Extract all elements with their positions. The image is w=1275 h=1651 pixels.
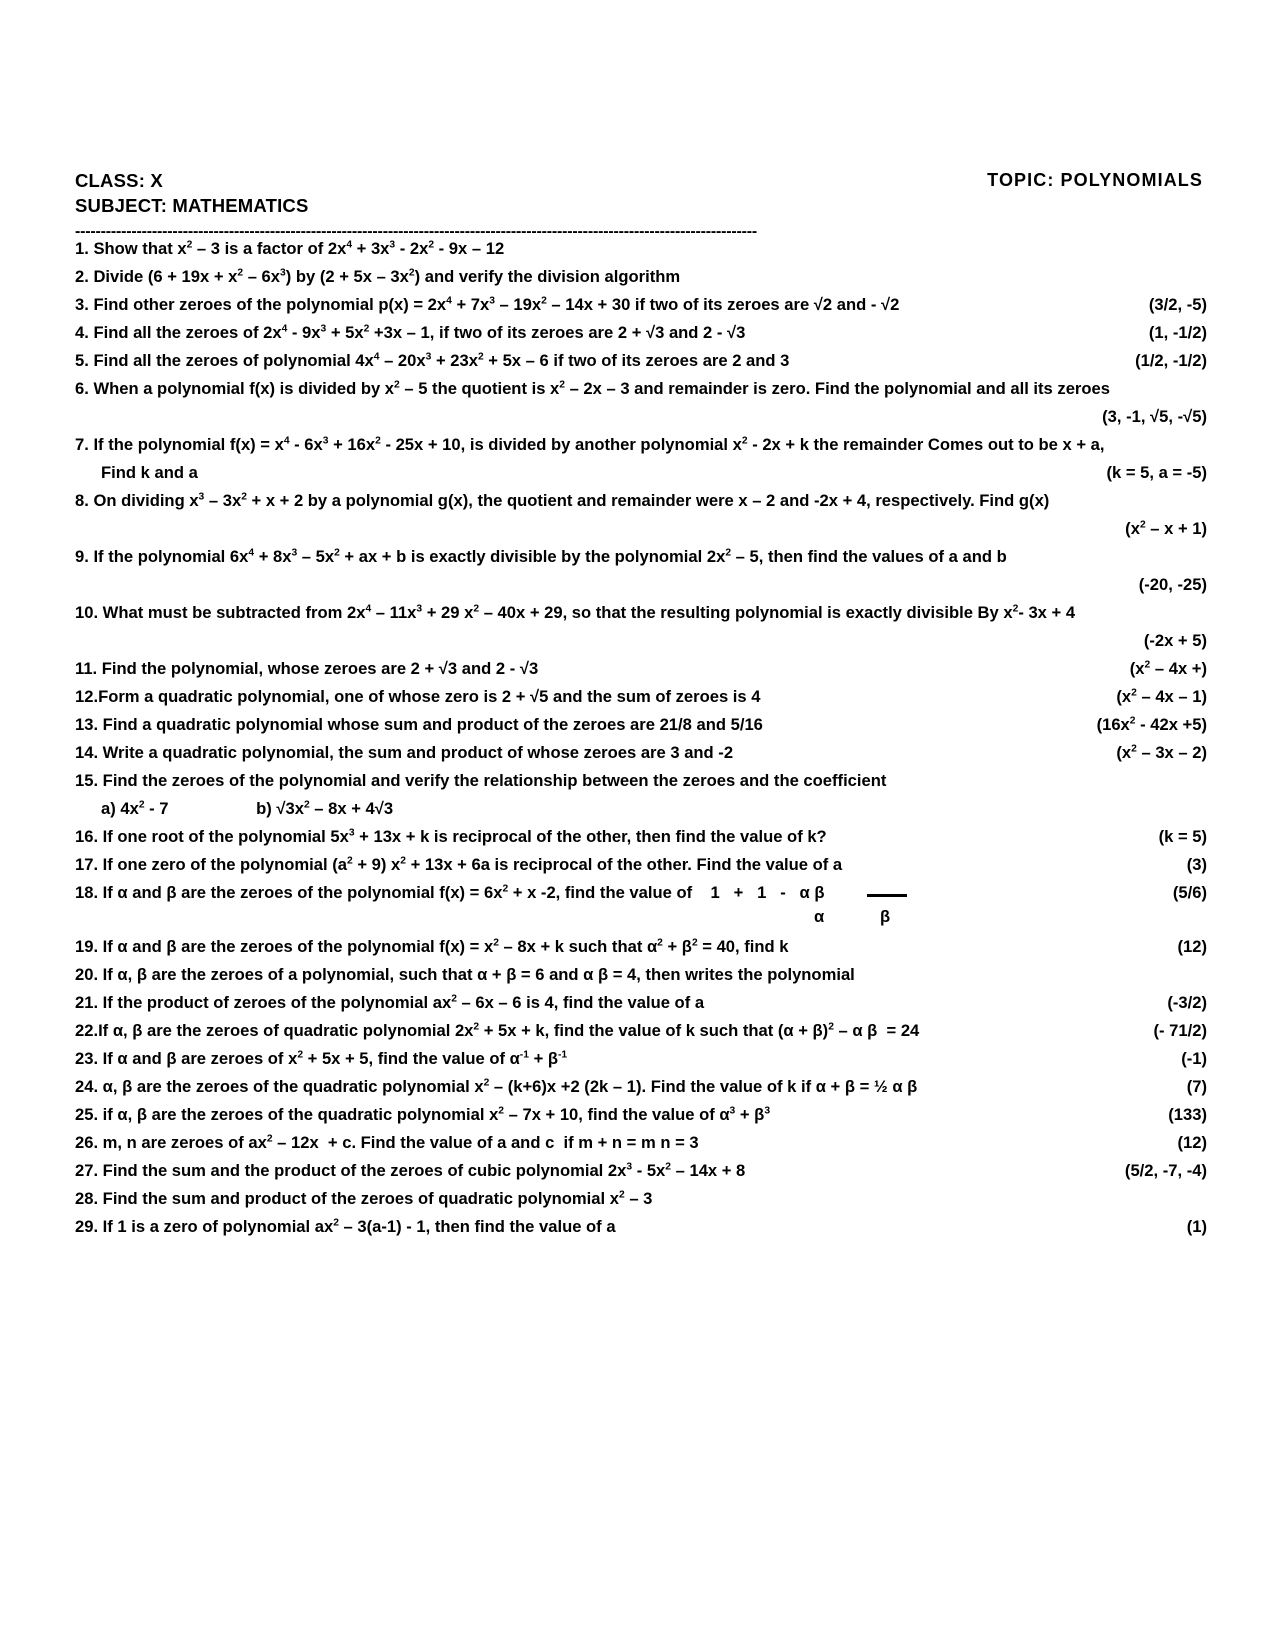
question-row [75,967,1207,995]
question-row [75,493,1207,521]
subject-label: SUBJECT: MATHEMATICS [75,194,309,216]
question-text: 17. If one zero of the polynomial $(a^2 + 9) x^2 + 13x + 6a$ is reciprocal of the other. Find the value of a [75,855,843,875]
question-answer: (k = 5, a = -5) [1106,463,1207,483]
question-text: 26. m, n are zeroes of $ax^2 - 12x + c$. Find the value of a and c if m + n = m n = 3 [75,1133,699,1153]
question-row [75,1219,1207,1247]
question-text: 19. If α and β are the zeroes of the polynomial $f(x) = x^2 - 8x + k$ such that $\alpha^2 + \beta^2 = 40$, find k [75,937,789,957]
header-divider: ------------------------------------------------------------------------------------------------------------------------------------- [75,227,758,238]
question-answer: $(x^2 - 3x - 2)$ [1116,743,1207,763]
question-row [75,689,1207,717]
question-list [75,241,1207,1247]
question-answer: $(16x^2 - 42x +5)$ [1096,715,1207,735]
question-row [75,1023,1207,1051]
question-text: 5. Find all the zeroes of polynomial $4x^4 - 20x^3 + 23x^2 + 5x - 6$ if two of its zeroes are 2 and 3 [75,351,790,371]
question-answer: (3/2, -5) [1148,295,1207,315]
question-answer: (12) [1177,1133,1207,1153]
question-answer: (12) [1177,937,1207,957]
document-header [75,168,1207,194]
question-row [75,353,1207,381]
question-row [75,1107,1207,1135]
question-row [75,437,1207,465]
question-answer: (1, -1/2) [1148,323,1207,343]
question-row [75,1191,1207,1219]
question-answer-overflow: $(x^2 - x + 1)$ [1125,519,1207,539]
question-text: 8. On dividing $x^3 - 3x^2 + x + 2$ by a polynomial g(x), the quotient and remainder were x – 2 and -2x + 4, respectively. Find g(x) [75,491,1050,511]
question-row [75,773,1207,801]
question-row [75,381,1207,409]
fraction-denominators [75,907,1207,939]
question-row [75,1051,1207,1079]
question-row [75,325,1207,353]
question-answer: (1/2, -1/2) [1135,351,1207,371]
question-row [75,885,1207,913]
question-text: 1. Show that $x^2 - 3$ is a factor of $2x^4 + 3x^3 - 2x^2 - 9x - 12$ [75,239,505,259]
question-text: Find k and a [101,463,198,483]
question-text: 11. Find the polynomial, whose zeroes are 2 + √3 and 2 - √3 [75,659,539,679]
class-label: CLASS: X [75,170,163,191]
question-answer: (7) [1186,1077,1207,1097]
denominator-beta: β [880,907,891,927]
question-row [75,241,1207,269]
question-row [75,297,1207,325]
question-answer: (5/2, -7, -4) [1124,1161,1207,1181]
question-text: 24. α, β are the zeroes of the quadratic polynomial $x^2 - (k+6)x +2$ (2k – 1). Find the value of k if α + β = ½ α β [75,1077,918,1097]
question-text: 20. If α, β are the zeroes of a polynomial, such that α + β = 6 and α β = 4, then writes the polynomial [75,965,855,985]
question-text: 3. Find other zeroes of the polynomial $p(x) = 2x^4 + 7x^3 - 19x^2 - 14x + 30$ if two of its zeroes are √2 and - √2 [75,295,900,315]
question-row [75,857,1207,885]
question-text: 15. Find the zeroes of the polynomial and verify the relationship between the zeroes and the coefficient [75,771,887,791]
question-answer: (1) [1186,1217,1207,1237]
question-answer: (5/6) [1172,883,1207,903]
question-text: 29. If 1 is a zero of polynomial $ax^2 - 3(a-1) - 1$, then find the value of a [75,1217,616,1237]
question-text: 25. if α, β are the zeroes of the quadratic polynomial $x^2 - 7x + 10$, find the value of $\alpha^3 + \beta^3$ [75,1105,771,1125]
question-answer: (3) [1186,855,1207,875]
question-text: 6. When a polynomial f(x) is divided by $x^2 - 5$ the quotient is $x^2 - 2x - 3$ and remainder is zero. Find the polynomial and all its zeroes [75,379,1110,399]
question-row [75,939,1207,967]
denominator-alpha: α [814,907,825,927]
question-row [75,1079,1207,1107]
question-text: 16. If one root of the polynomial $5x^3 + 13x + k$ is reciprocal of the other, then find the value of k? [75,827,827,847]
question-answer-overflow: (-2x + 5) [1143,631,1207,651]
question-text: 21. If the product of zeroes of the polynomial $ax^2 - 6x - 6$ is 4, find the value of a [75,993,705,1013]
question-text: a) $4x^2 - 7$ b) $√3x^2 - 8x + 4√3$ [101,799,394,819]
question-text: 13. Find a quadratic polynomial whose sum and product of the zeroes are 21/8 and 5/16 [75,715,763,735]
question-text: 2. Divide $(6 + 19x + x^2 - 6x^3)$ by $(2 + 5x - 3x^2)$ and verify the division algorithm [75,267,681,287]
question-text: 14. Write a quadratic polynomial, the sum and product of whose zeroes are 3 and -2 [75,743,734,763]
question-text: 23. If α and β are zeroes of $x^2 + 5x + 5$, find the value of $\alpha^{-1} + \beta^{-1}$ [75,1049,568,1069]
question-row [75,465,1207,493]
question-row [75,269,1207,297]
question-answer-overflow: (-20, -25) [1138,575,1207,595]
question-row [75,549,1207,577]
question-text: 28. Find the sum and product of the zeroes of quadratic polynomial $x^2 - 3$ [75,1189,653,1209]
fraction-bar [867,894,907,897]
question-row [75,661,1207,689]
question-row [75,605,1207,633]
question-row [75,745,1207,773]
question-text: 27. Find the sum and the product of the zeroes of cubic polynomial $2x^3 - 5x^2 - 14x + 8$ [75,1161,746,1181]
question-row [75,717,1207,745]
question-text: 22.If α, β are the zeroes of quadratic polynomial $2x^2 + 5x + k$, find the value of k such that $(\alpha + \beta)^2 - \alpha$ β = 24 [75,1021,920,1041]
question-row [75,995,1207,1023]
question-text: 12.Form a quadratic polynomial, one of whose zero is 2 + √5 and the sum of zeroes is 4 [75,687,761,707]
question-text: 10. What must be subtracted from $2x^4 - 11x^3 + 29$ $x^2 - 40x + 29$, so that the resulting polynomial is exactly divisible By $x^2-$ 3x + 4 [75,603,1076,623]
question-answer: (- 71/2) [1153,1021,1207,1041]
question-text: 18. If α and β are the zeroes of the polynomial $f(x) = 6x^2 + x$ -2, find the value of 1 + 1 - α β [75,883,825,903]
question-answer: (-3/2) [1167,993,1207,1013]
question-text: 4. Find all the zeroes of $2x^4 - 9x^3 + 5x^2 +3x - 1$, if two of its zeroes are 2 + √3 and 2 - √3 [75,323,746,343]
question-row [75,829,1207,857]
question-answer: (-1) [1181,1049,1207,1069]
question-answer: ($x^2 - 4x$ +) [1129,659,1207,679]
question-row [75,1135,1207,1163]
topic-label: TOPIC: POLYNOMIALS [987,170,1203,190]
question-row [75,801,1207,829]
question-answer-overflow: (3, -1, √5, -√5) [1102,407,1207,427]
question-text: 9. If the polynomial $6x^4 + 8x^3 - 5x^2$ + ax + b is exactly divisible by the polynomial $2x^2 - 5$, then find the values of a and b [75,547,1007,567]
question-answer: (k = 5) [1158,827,1207,847]
question-text: 7. If the polynomial $f(x) = x^4 - 6x^3 + 16x^2 - 25x + 10$, is divided by another polynomial $x^2 - 2x + k$ the remainder Comes out to be x + a, [75,435,1105,455]
question-answer: (133) [1168,1105,1207,1125]
question-row [75,1163,1207,1191]
question-answer: $(x^2 - 4x - 1)$ [1116,687,1207,707]
